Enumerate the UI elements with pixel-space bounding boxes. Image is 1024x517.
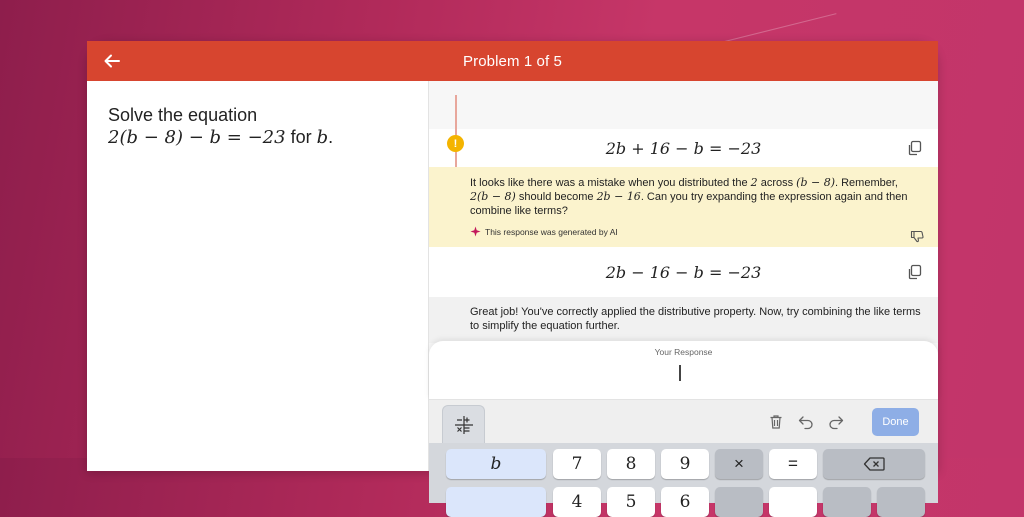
- for-text: for: [290, 127, 312, 147]
- text-cursor: [679, 365, 681, 381]
- feedback-math: 2(b − 8): [470, 190, 516, 203]
- feedback-part: . Remember,: [835, 177, 898, 189]
- key-multiply[interactable]: ×: [715, 449, 763, 479]
- problem-instruction: Solve the equation: [108, 105, 258, 125]
- problem-period: .: [328, 127, 334, 147]
- app-header: [87, 41, 938, 81]
- copy-icon[interactable]: [906, 139, 924, 157]
- feedback-text: [470, 176, 926, 218]
- key-9[interactable]: 9: [661, 449, 709, 479]
- problem-statement: [108, 104, 407, 149]
- feedback-part: combine like terms?: [470, 205, 568, 217]
- feedback-math: 2b − 16: [596, 190, 641, 203]
- step-row[interactable]: [429, 247, 938, 297]
- key-fraction[interactable]: [769, 487, 817, 517]
- feedback-part: across: [757, 177, 797, 189]
- key-right-arrow[interactable]: [877, 487, 925, 517]
- key-7[interactable]: 7: [553, 449, 601, 479]
- calculator-symbols-icon: [454, 415, 474, 435]
- key-8[interactable]: 8: [607, 449, 655, 479]
- page-title: Problem 1 of 5: [463, 52, 562, 70]
- response-input-label: Your Response: [654, 347, 713, 357]
- arrow-left-icon: [104, 54, 120, 68]
- copy-icon[interactable]: [906, 263, 924, 281]
- sparkle-icon: [470, 226, 481, 237]
- feedback-math: 2: [750, 176, 758, 189]
- redo-icon[interactable]: [827, 413, 845, 431]
- feedback-math: (b − 8): [796, 176, 835, 189]
- key-5[interactable]: 5: [607, 487, 655, 517]
- feedback-part: It looks like there was a mistake when you distributed the: [470, 177, 751, 189]
- key-4[interactable]: 4: [553, 487, 601, 517]
- backspace-key[interactable]: [823, 449, 925, 479]
- thumbs-down-icon[interactable]: [910, 229, 924, 243]
- response-input-area[interactable]: [429, 341, 938, 399]
- step-equation: 2b − 16 − b = −23: [605, 262, 762, 282]
- feedback-part: should become: [515, 191, 597, 203]
- math-keypad: [429, 443, 938, 512]
- problem-equation-line: [108, 126, 407, 149]
- ai-disclaimer: [470, 226, 926, 237]
- ai-feedback-box: [429, 167, 938, 247]
- key-divide[interactable]: [715, 487, 763, 517]
- done-button[interactable]: Done: [872, 408, 919, 436]
- ai-disclaimer-text: This response was generated by AI: [485, 226, 618, 237]
- feedback-part: . Can you try expanding the expression again and then: [640, 191, 908, 203]
- undo-icon[interactable]: [797, 413, 815, 431]
- key-6[interactable]: 6: [661, 487, 709, 517]
- work-pane: [429, 81, 938, 512]
- response-message: [429, 297, 938, 343]
- keypad-mode-tab[interactable]: [442, 405, 485, 444]
- trash-icon[interactable]: [767, 413, 785, 431]
- step-row[interactable]: [429, 129, 938, 167]
- problem-equation: 2(b − 8) − b = −23: [108, 127, 286, 148]
- key-row2-left[interactable]: [446, 487, 546, 517]
- problem-variable: b: [316, 127, 329, 148]
- app-window: [87, 41, 938, 512]
- step-equation: 2b + 16 − b = −23: [605, 138, 762, 158]
- key-equals[interactable]: =: [769, 449, 817, 479]
- response-text: Great job! You've correctly applied the distributive property. Now, try combining the like terms to simplify the equation further.: [470, 306, 921, 332]
- math-toolbar: [429, 399, 938, 443]
- backspace-icon: [863, 457, 885, 471]
- key-variable-b[interactable]: b: [446, 449, 546, 479]
- warning-icon: !: [447, 135, 464, 152]
- problem-pane: [87, 81, 429, 471]
- back-button[interactable]: [99, 49, 125, 73]
- key-left-arrow[interactable]: [823, 487, 871, 517]
